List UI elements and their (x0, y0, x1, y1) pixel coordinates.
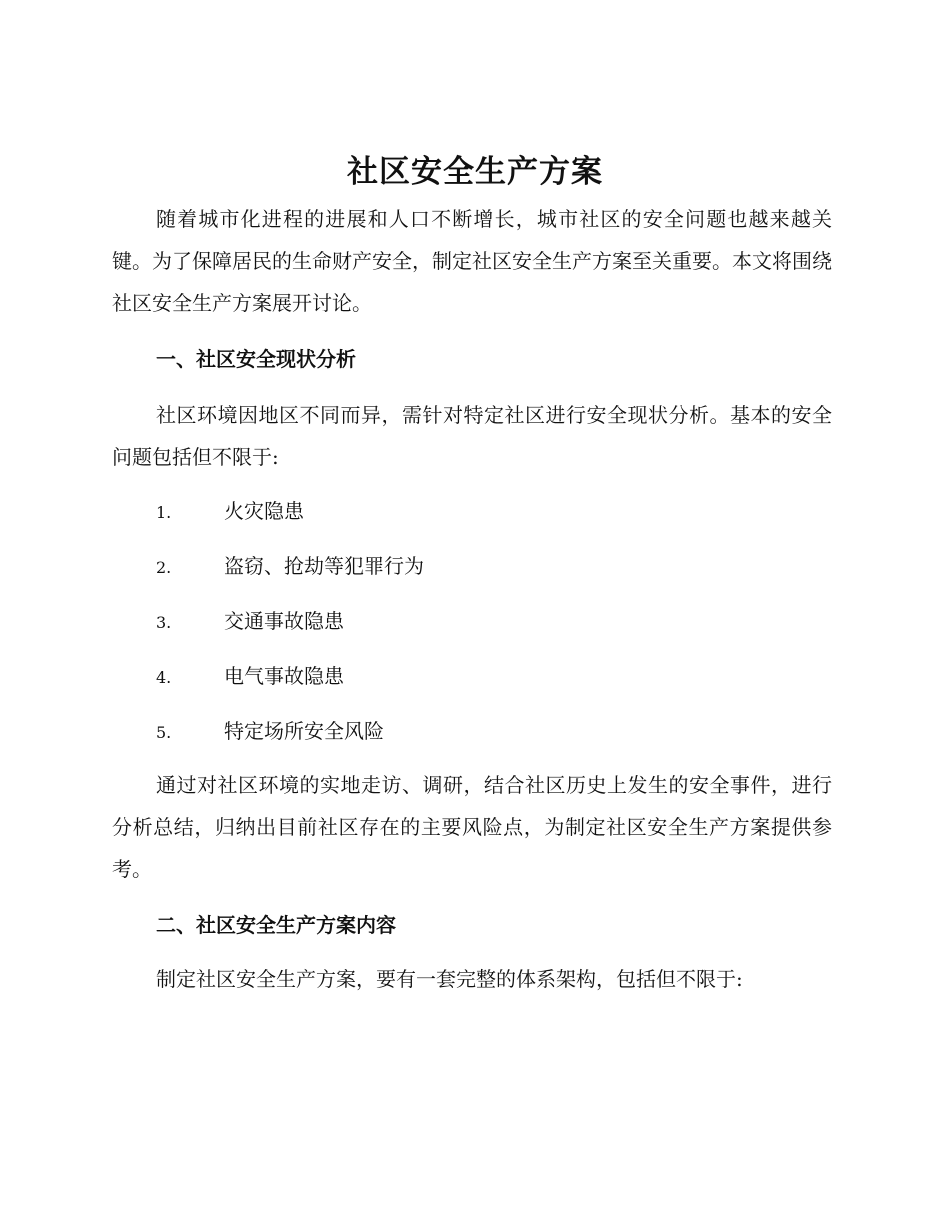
list-item-number: 3. (156, 613, 172, 632)
intro-paragraph: 随着城市化进程的进展和人口不断增长，城市社区的安全问题也越来越关键。为了保障居民的生命财产安全，制定社区安全生产方案至关重要。本文将围绕社区安全生产方案展开讨论。 (112, 207, 832, 315)
section1-paragraph: 社区环境因地区不同而异，需针对特定社区进行安全现状分析。基本的安全问题包括但不限于: (112, 403, 832, 469)
list-item (156, 551, 424, 581)
list-item-number: 2. (156, 558, 172, 577)
list-item-text: 特定场所安全风险 (224, 719, 384, 743)
section1-summary-paragraph: 通过对社区环境的实地走访、调研，结合社区历史上发生的安全事件，进行分析总结，归纳出目前社区存在的主要风险点，为制定社区安全生产方案提供参考。 (112, 773, 832, 881)
section1-heading: 一、社区安全现状分析 (156, 347, 356, 371)
list-item-text: 火灾隐患 (224, 499, 304, 523)
section2-heading: 二、社区安全生产方案内容 (156, 913, 396, 937)
section2-paragraph: 制定社区安全生产方案，要有一套完整的体系架构，包括但不限于: (156, 967, 743, 991)
list-item-text: 交通事故隐患 (224, 609, 344, 633)
list-item (156, 716, 384, 746)
list-item-text: 盗窃、抢劫等犯罪行为 (224, 554, 424, 578)
list-item (156, 661, 344, 691)
list-item-text: 电气事故隐患 (224, 664, 344, 688)
list-item-number: 4. (156, 668, 172, 687)
list-item (156, 496, 304, 526)
list-item-number: 5. (156, 723, 172, 742)
list-item-number: 1. (156, 503, 172, 522)
document-title: 社区安全生产方案 (347, 154, 603, 190)
list-item (156, 606, 344, 636)
